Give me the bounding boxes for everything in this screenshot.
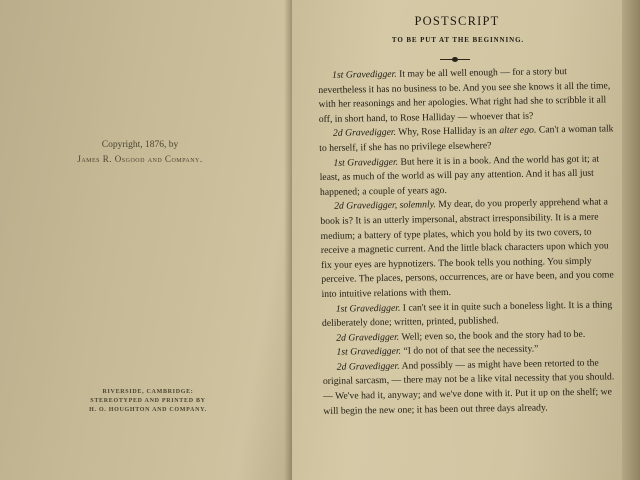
postscript-text <box>318 64 621 419</box>
dialogue-text: And possibly — as might have been retorted to the original sarcasm, — there may not be a like vital necessity that you should. — We've had it, anyway; and we've done with it. Put it up on the shelf; we will begin the new one; it has been out three days already. <box>322 357 615 417</box>
dialogue-text: Why, Rose Halliday is an <box>398 125 500 139</box>
page-edge <box>622 0 640 480</box>
dialogue-paragraph <box>322 298 620 332</box>
dialogue-paragraph <box>319 123 617 157</box>
imprint-line: H. O. HOUGHTON AND COMPANY. <box>89 407 207 413</box>
dialogue-text: I can't see it in quite such a boneless light. It is a thing deliberately done; written, printed, published. <box>321 298 613 330</box>
page-subtitle: TO BE PUT AT THE BEGINNING. <box>391 36 525 44</box>
copyright-notice <box>60 138 220 166</box>
dialogue-text: My dear, do you properly apprehend what a book is? It is an utterly impersonal, abstract irresponsibility. It is a mere medium; a battery of type plates, which you hold by its two covers, to receive a magnetic current. And the little black characters upon which you fix your eyes are hypnotizers. The book tells you nothing. You simply perceive. The places, persons, occurrences, are or have been, and you come into intuitive relations with them. <box>320 196 614 300</box>
dialogue-paragraph <box>318 64 617 127</box>
dialogue-text: Can't a woman talk to herself, if she has no privilege elsewhere? <box>319 123 614 154</box>
dialogue-paragraph <box>323 356 622 419</box>
dialogue-text: Well; even so, the book and the story had to be. <box>401 328 586 343</box>
speaker-label: 1st Gravedigger. <box>333 156 399 169</box>
speaker-label: 2d Gravedigger. <box>336 360 400 373</box>
speaker-label: 1st Gravedigger. <box>336 346 402 359</box>
speaker-label: 1st Gravedigger. <box>332 68 397 81</box>
speaker-label: 2d Gravedigger. <box>332 127 397 140</box>
copyright-line: Copyright, 1876, by <box>101 140 179 150</box>
printer-imprint <box>68 388 228 415</box>
left-page <box>0 0 292 480</box>
speaker-label: 2d Gravedigger. <box>336 331 400 344</box>
imprint-line: STEREOTYPED AND PRINTED BY <box>90 398 206 404</box>
dialogue-text: But here it is in a book. And the world has got it; at least, as much of the world as will pay any attention. And it has all just happened; a couple of years ago. <box>319 153 600 198</box>
speaker-label: 1st Gravedigger. <box>335 302 401 315</box>
emphasized-text: alter ego. <box>499 124 537 137</box>
dialogue-text: “I do not of that see the necessity.” <box>403 343 539 357</box>
dialogue-paragraph <box>319 152 618 200</box>
publisher-name: James R. Osgood and Company. <box>77 154 203 164</box>
speaker-label: 2d Gravedigger, solemnly. <box>334 199 436 213</box>
imprint-line: RIVERSIDE, CAMBRIDGE: <box>102 389 194 395</box>
ornament-divider <box>440 57 470 63</box>
dialogue-text: It may be all well enough — for a story but nevertheless it has no business to be. And you see she knows it all the time, with her reasonings and her apologies. What right had she to scribble it all off, in short hand, to Rose Halliday — whoever that is? <box>318 66 611 125</box>
page-title: POSTSCRIPT <box>414 14 500 28</box>
dialogue-paragraph <box>320 196 620 303</box>
